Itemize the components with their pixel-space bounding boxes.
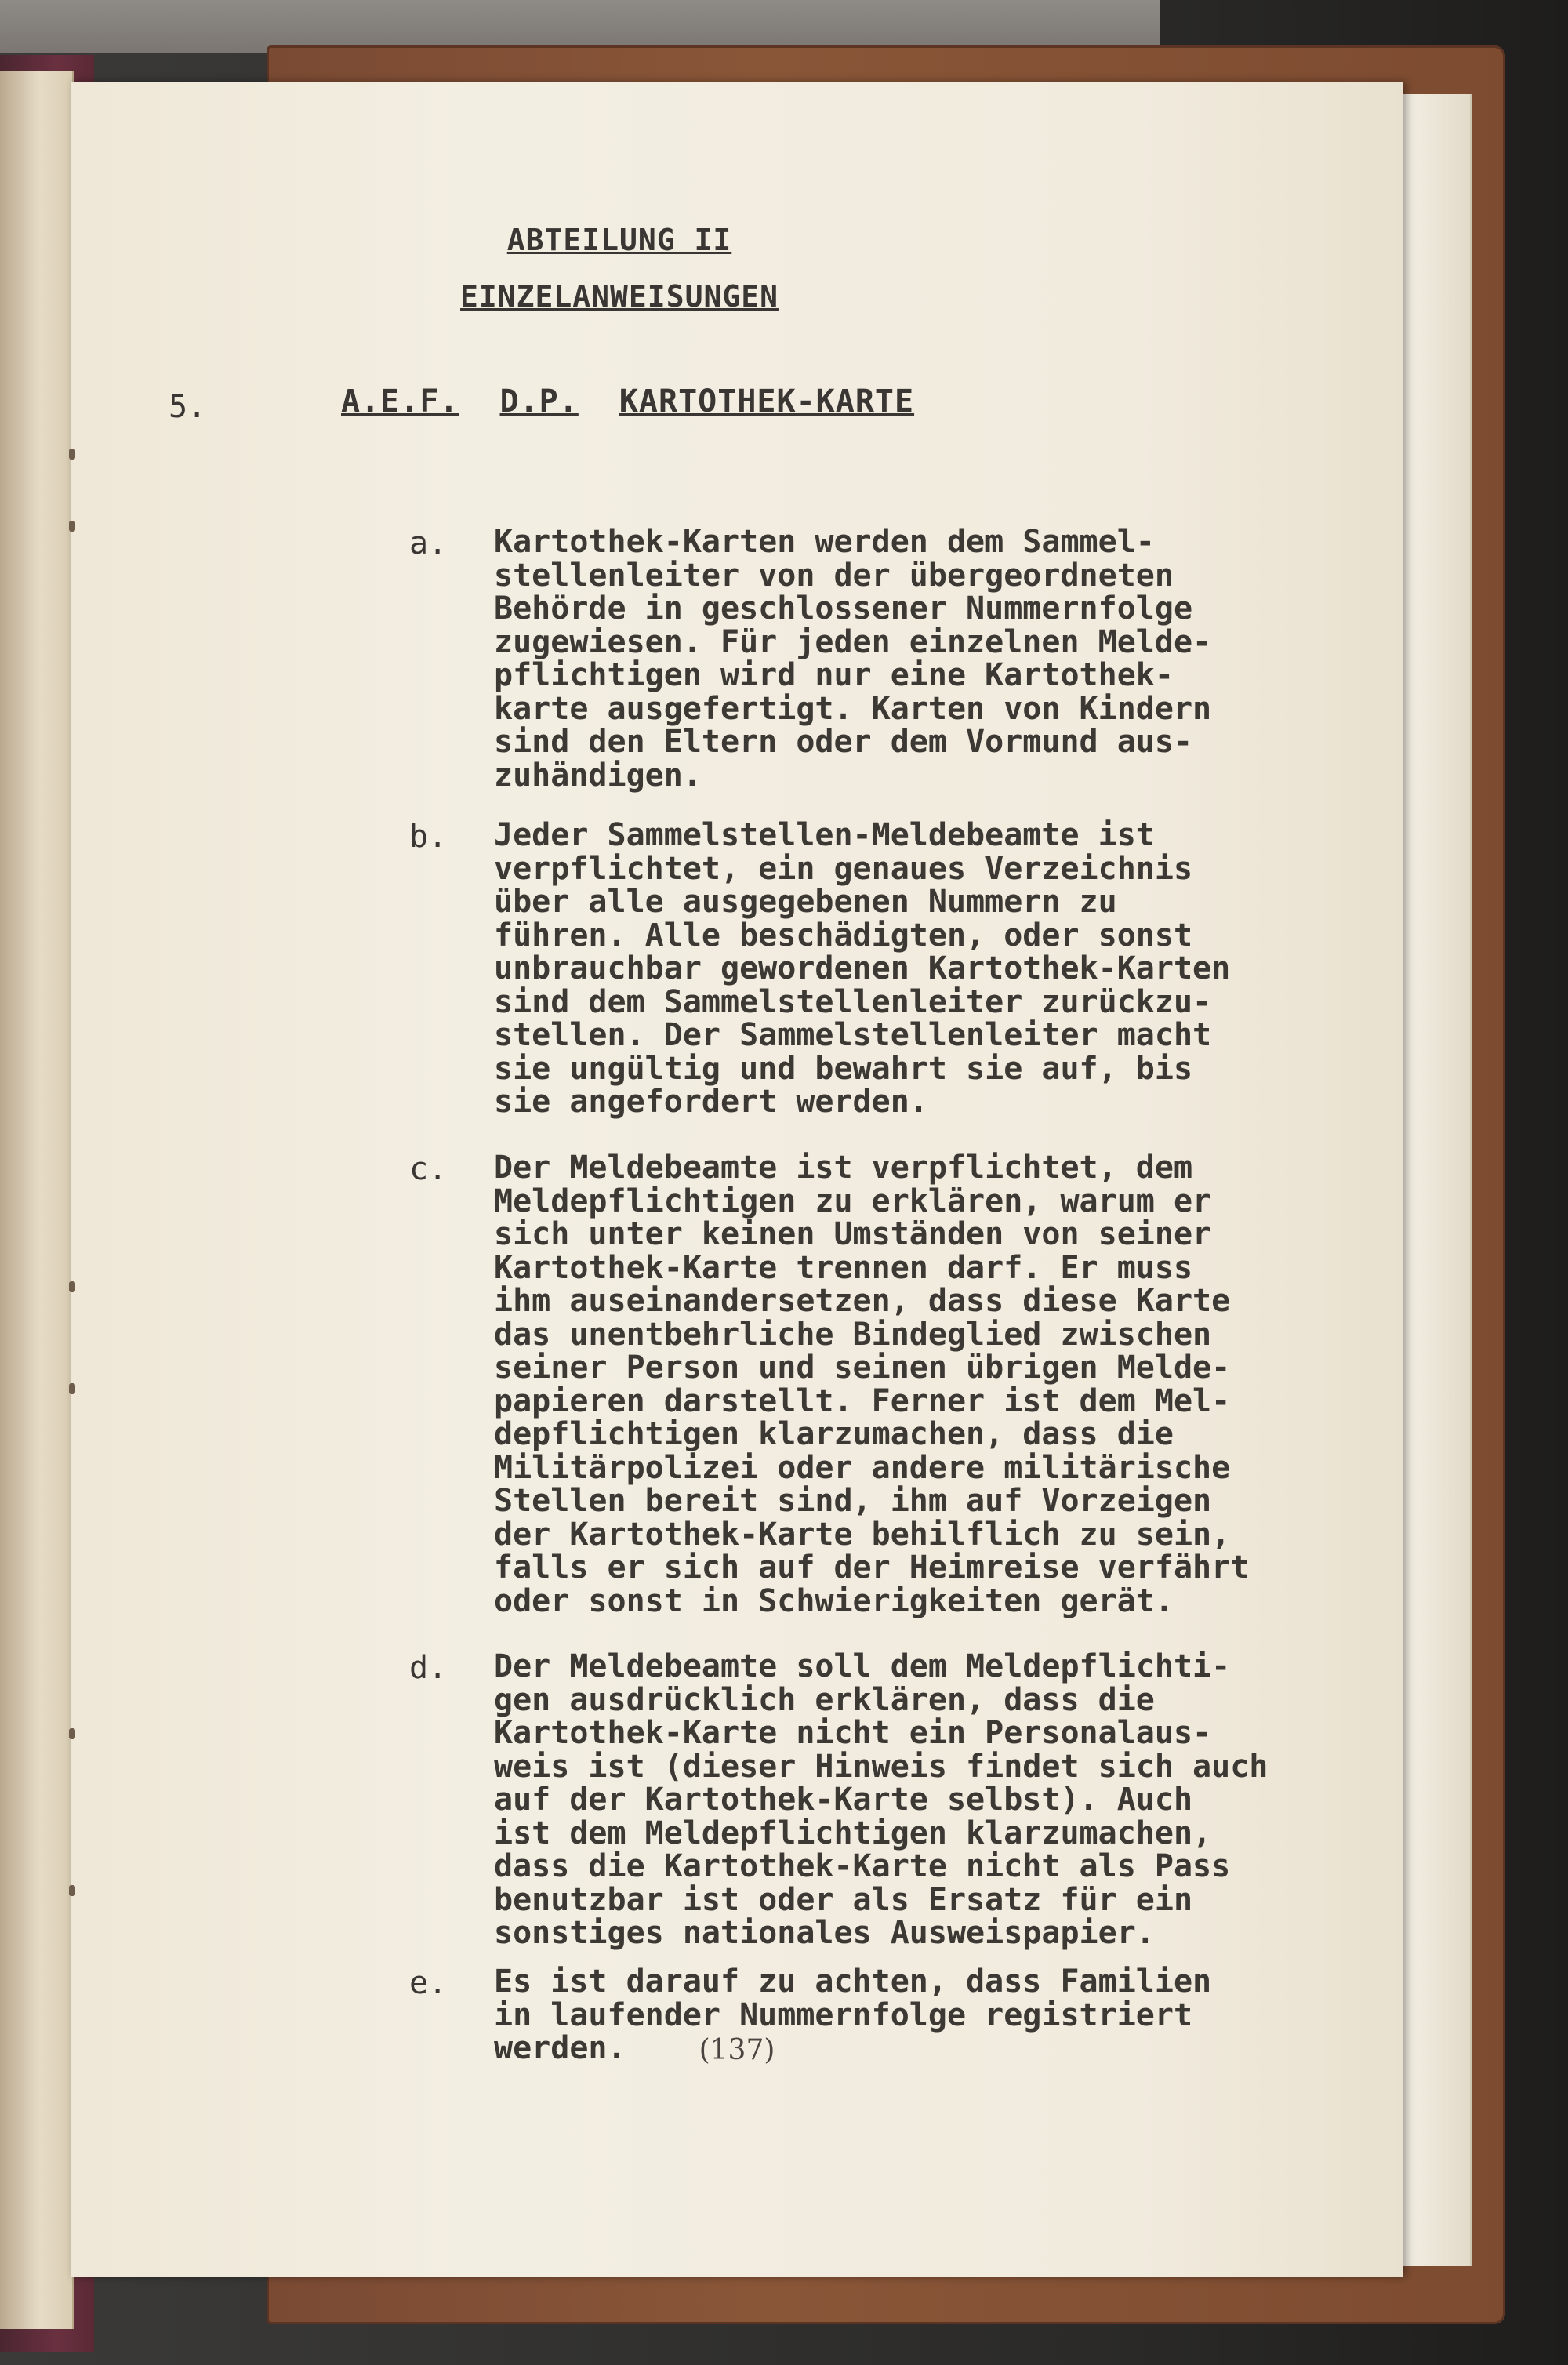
section-heading: ABTEILUNG II	[506, 223, 732, 257]
paragraph-label: d.	[409, 1650, 448, 1686]
section-subheading: EINZELANWEISUNGEN	[460, 279, 779, 314]
facing-page-edge	[0, 71, 74, 2329]
item-title	[341, 383, 955, 420]
paragraph-text: Jeder Sammelstellen-Meldebeamte ist verpflichtet, ein genaues Verzeichnis über alle ausgegebenen Nummern zu führen. Alle beschädigten, oder sonst unbrauchbar gewordenen Kartothek-Karten sind dem Sammelstellenleiter zurückzu- stellen. Der Sammelstellenleiter macht sie ungültig und bewahrt sie auf, bis sie angefordert werden.	[494, 817, 1231, 1120]
paragraph-text: Der Meldebeamte ist verpflichtet, dem Meldepflichtigen zu erklären, warum er sich unter keinen Umständen von seiner Kartothek-Karte trennen darf. Er muss ihm auseinandersetzen, dass diese Karte das unentbehrliche Bindeglied zwischen seiner Person und seinen übrigen Melde- papieren darstellt. Ferner ist dem Mel- depflichtigen klarzumachen, dass die Militärpolizei oder andere militärische Stellen bereit sind, ihm auf Vorzeigen der Kartothek-Karte behilflich zu sein, falls er sich auf der Heimreise verfährt oder sonst in Schwierigkeiten gerät.	[494, 1150, 1250, 1619]
paragraph-label: a.	[409, 525, 448, 561]
paragraph-label: b.	[409, 819, 448, 855]
page-content	[71, 82, 1403, 2277]
paragraph-text: Der Meldebeamte soll dem Meldepflichti- gen ausdrücklich erklären, dass die Kartothek-Karte nicht ein Personalaus- weis ist (dieser Hinweis findet sich auch auf der Kartothek-Karte selbst). Auch ist dem Meldepflichtigen klarzumachen, dass die Kartothek-Karte nicht als Pass benutzbar ist oder als Ersatz für ein sonstiges nationales Ausweispapier.	[494, 1648, 1269, 1951]
paragraph-label: e.	[409, 1965, 448, 2001]
item-number: 5.	[169, 389, 207, 425]
paragraph-text: Es ist darauf zu achten, dass Familien in laufender Nummernfolge registriert werden.	[494, 1964, 1212, 2066]
item-title-part: D.P.	[499, 383, 579, 420]
document-page	[71, 82, 1403, 2277]
paragraph-label: c.	[409, 1151, 448, 1187]
item-title-part: KARTOTHEK-KARTE	[619, 383, 915, 420]
item-title-part: A.E.F.	[341, 383, 459, 420]
paragraph-text: Kartothek-Karten werden dem Sammel- stellenleiter von der übergeordneten Behörde in geschlossener Nummernfolge zugewiesen. Für jeden einzelnen Melde- pflichtigen wird nur eine Kartothek- karte ausgefertigt. Karten von Kindern sind den Eltern oder dem Vormund aus- zuhändigen.	[494, 524, 1212, 794]
page-number: (137)	[699, 2034, 775, 2066]
